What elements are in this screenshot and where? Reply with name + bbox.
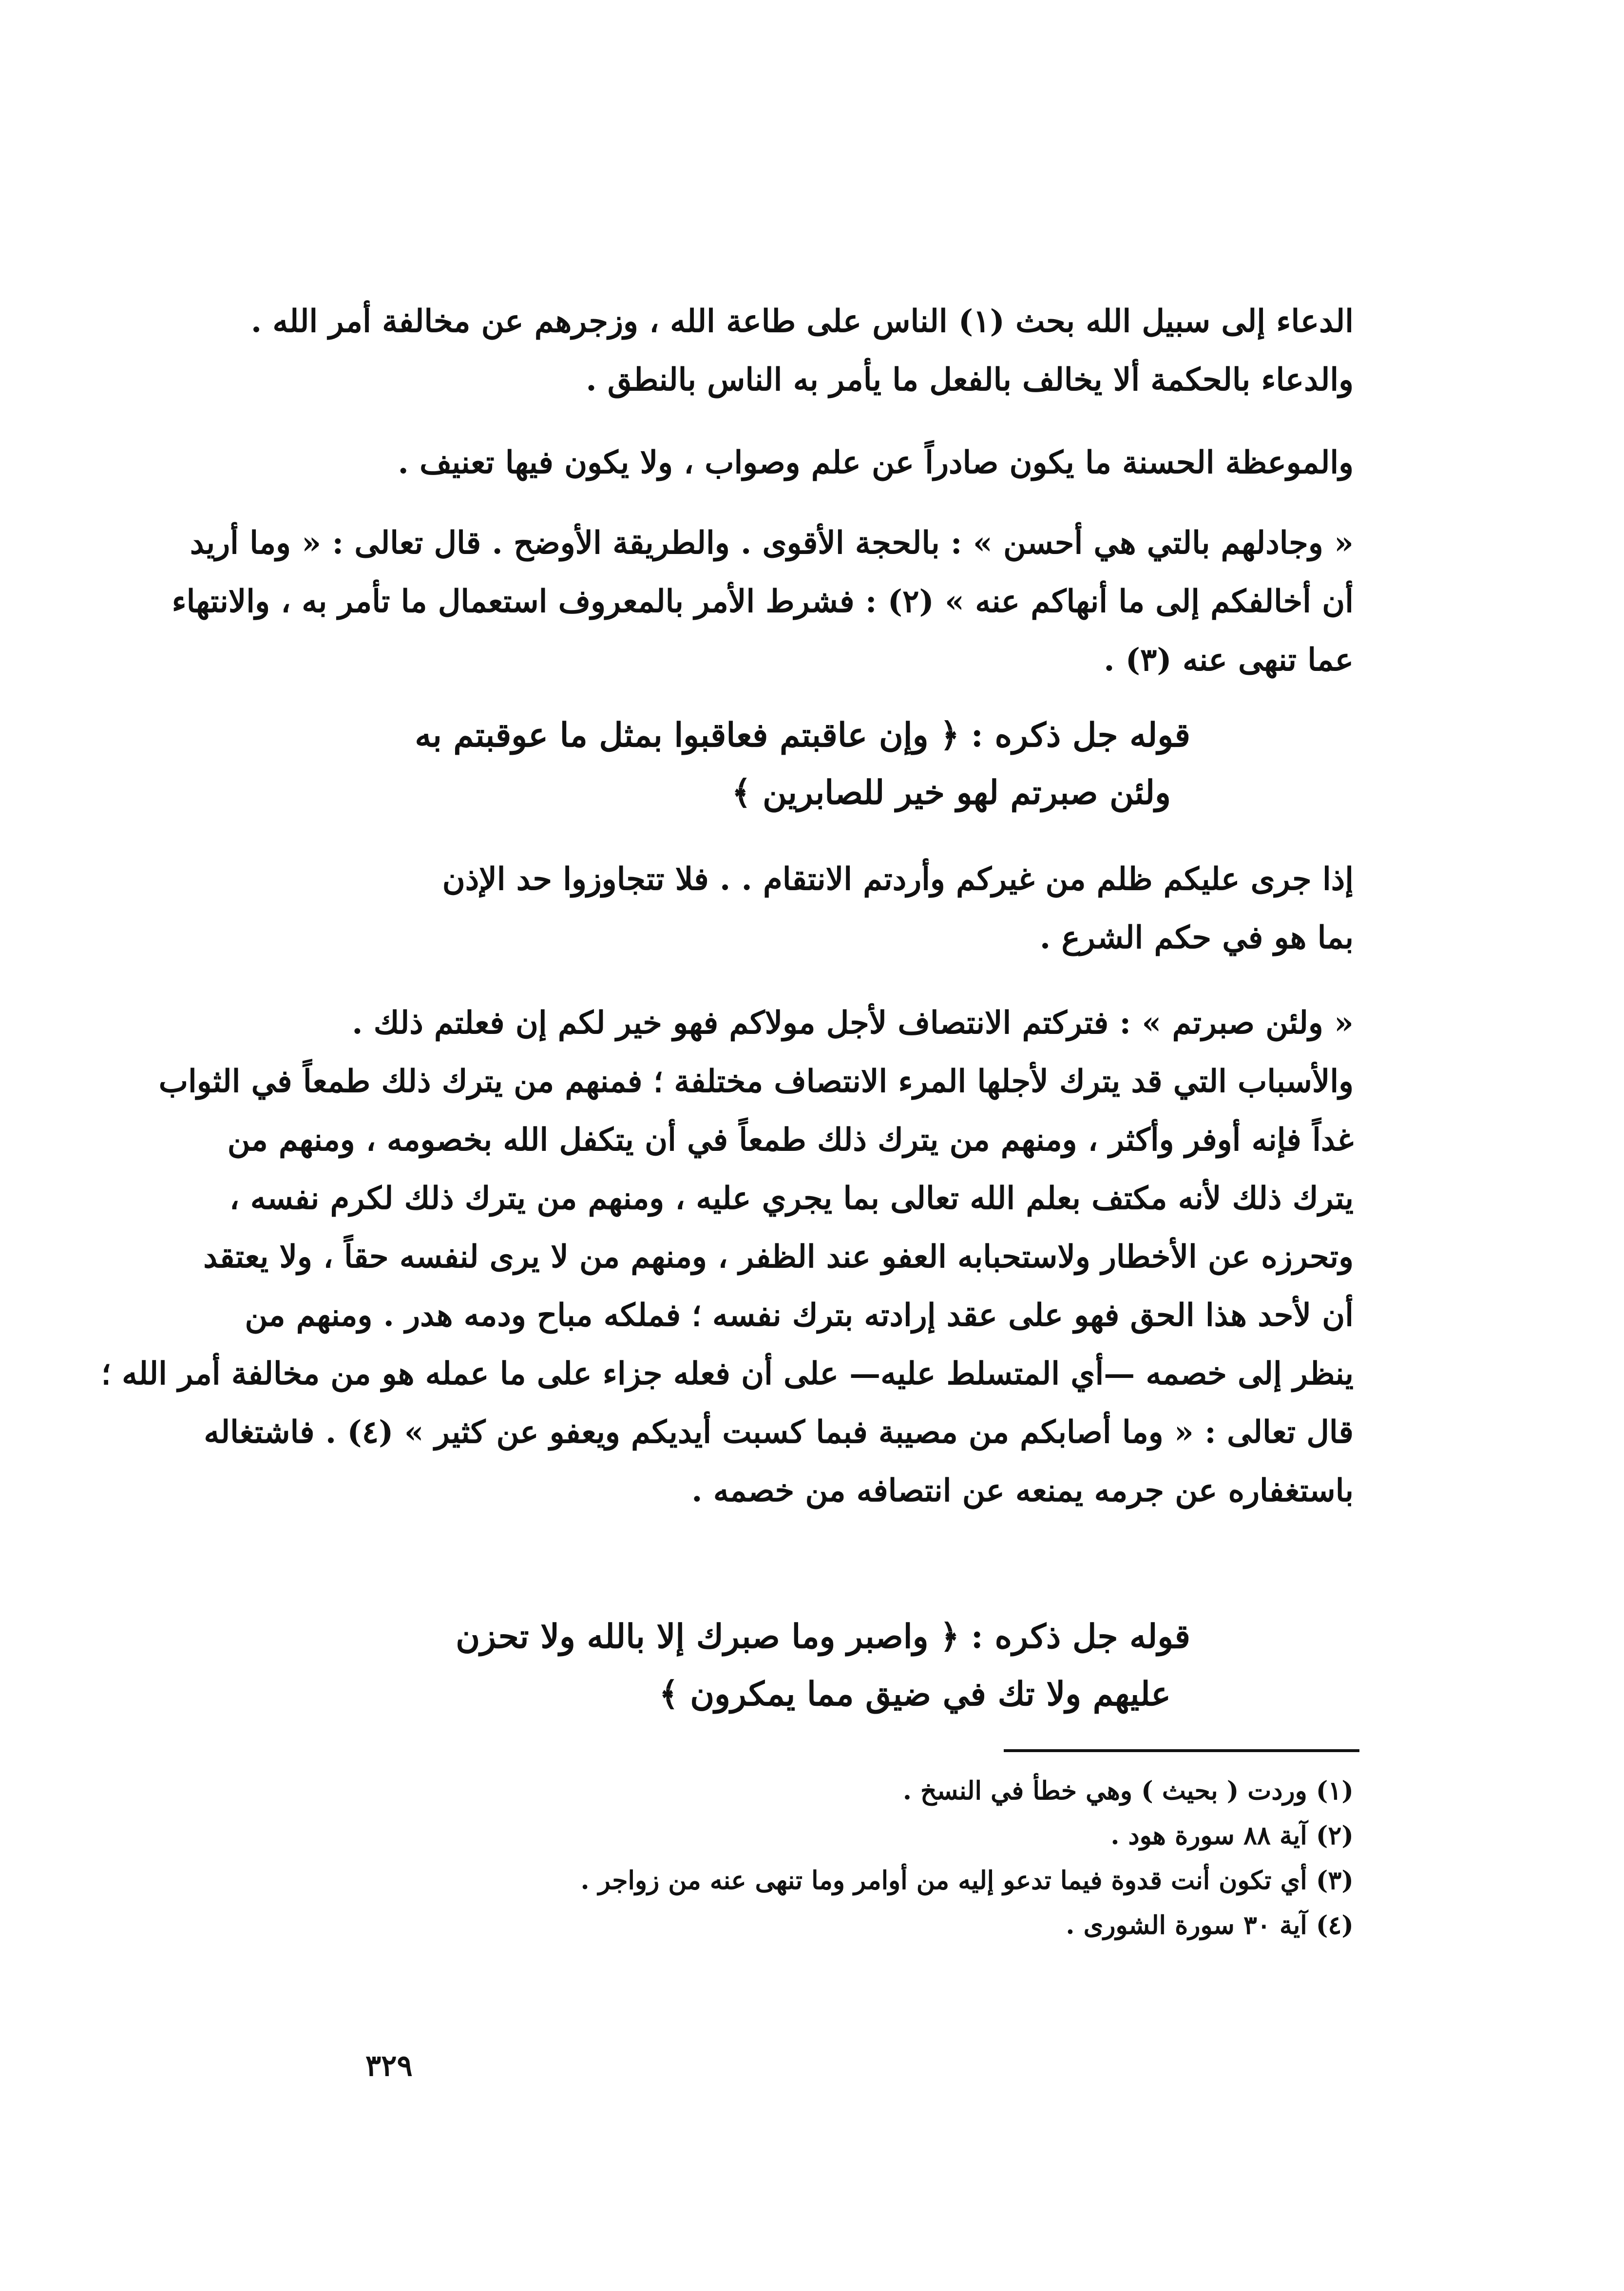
- footnotes: [267, 1769, 1354, 1948]
- footnote-item: (٢) آية ٨٨ سورة هود .: [1110, 1821, 1354, 1851]
- text-line: والأسباب التي قد يترك لأجلها المرء الانتصاف مختلفة ؛ فمنهم من يترك ذلك طمعاً في الثواب: [158, 1063, 1354, 1100]
- verse-line: قوله جل ذكره : ﴿ واصبر وما صبرك إلا بالله ولا تحزن: [456, 1617, 1190, 1656]
- text-line: قال تعالى : « وما أصابكم من مصيبة فبما كسبت أيديكم ويعفو عن كثير » (٤) . فاشتغاله: [204, 1414, 1354, 1451]
- text-line: باستغفاره عن جرمه يمنعه عن انتصافه من خصمه .: [691, 1472, 1354, 1509]
- text-line: « ولئن صبرتم » : فتركتم الانتصاف لأجل مولاكم فهو خير لكم إن فعلتم ذلك .: [352, 1005, 1354, 1041]
- verse-line: عليهم ولا تك في ضيق مما يمكرون ﴾: [659, 1675, 1171, 1714]
- paragraph-sabr: [101, 994, 1354, 1520]
- text-line: ينظر إلى خصمه —أي المتسلط عليه— على أن فعله جزاء على ما عمله هو من مخالفة أمر الله ؛: [101, 1356, 1354, 1392]
- footnote-item: (٤) آية ٣٠ سورة الشورى .: [1066, 1910, 1354, 1940]
- text-line: أن أخالفكم إلى ما أنهاكم عنه » (٢) : فشرط الأمر بالمعروف استعمال ما تأمر به ، والانتهاء: [172, 583, 1354, 620]
- text-line: عما تنهى عنه (٣) .: [1104, 642, 1354, 678]
- quran-verse-2: [456, 1608, 1190, 1723]
- paragraph-jadilhum: [172, 514, 1354, 689]
- text-line: والموعظة الحسنة ما يكون صادراً عن علم وصواب ، ولا يكون فيها تعنيف .: [398, 444, 1354, 481]
- paragraph-mawiza: [267, 434, 1354, 492]
- paragraph-intiqam: [267, 850, 1354, 967]
- footnote-divider: [1004, 1749, 1359, 1752]
- text-line: يترك ذلك لأنه مكتف بعلم الله تعالى بما يجري عليه ، ومنهم من يترك ذلك لكرم نفسه ،: [229, 1180, 1354, 1217]
- text-line: أن لأحد هذا الحق فهو على عقد إرادته بترك نفسه ؛ فملكه مباح ودمه هدر . ومنهم من: [245, 1297, 1354, 1334]
- page-number: ٣٢٩: [365, 2049, 413, 2083]
- text-line: الدعاء إلى سبيل الله بحث (١) الناس على طاعة الله ، وزجرهم عن مخالفة أمر الله .: [250, 303, 1354, 340]
- verse-line: ولئن صبرتم لهو خير للصابرين ﴾: [731, 773, 1171, 812]
- footnote-item: (٣) أي تكون أنت قدوة فيما تدعو إليه من أوامر وما تنهى عنه من زواجر .: [580, 1866, 1354, 1895]
- paragraph-dawa: [250, 292, 1354, 409]
- verse-line: قوله جل ذكره : ﴿ وإن عاقبتم فعاقبوا بمثل ما عوقبتم به: [415, 716, 1190, 755]
- text-line: وتحرزه عن الأخطار ولاستحبابه العفو عند الظفر ، ومنهم من لا يرى لنفسه حقاً ، ولا يعتقد: [203, 1239, 1354, 1275]
- text-line: غداً فإنه أوفر وأكثر ، ومنهم من يترك ذلك طمعاً في أن يتكفل الله بخصومه ، ومنهم من: [227, 1122, 1354, 1158]
- text-line: « وجادلهم بالتي هي أحسن » : بالحجة الأقوى . والطريقة الأوضح . قال تعالى : « وما أريد: [190, 525, 1354, 561]
- quran-verse-1: [415, 706, 1190, 821]
- footnote-item: (١) وردت ( بحيث ) وهي خطأ في النسخ .: [902, 1776, 1354, 1806]
- text-line: بما هو في حكم الشرع .: [1039, 919, 1354, 956]
- text-line: والدعاء بالحكمة ألا يخالف بالفعل ما يأمر به الناس بالنطق .: [586, 362, 1354, 398]
- text-line: إذا جرى عليكم ظلم من غيركم وأردتم الانتقام . . فلا تتجاوزوا حد الإذن: [442, 861, 1354, 897]
